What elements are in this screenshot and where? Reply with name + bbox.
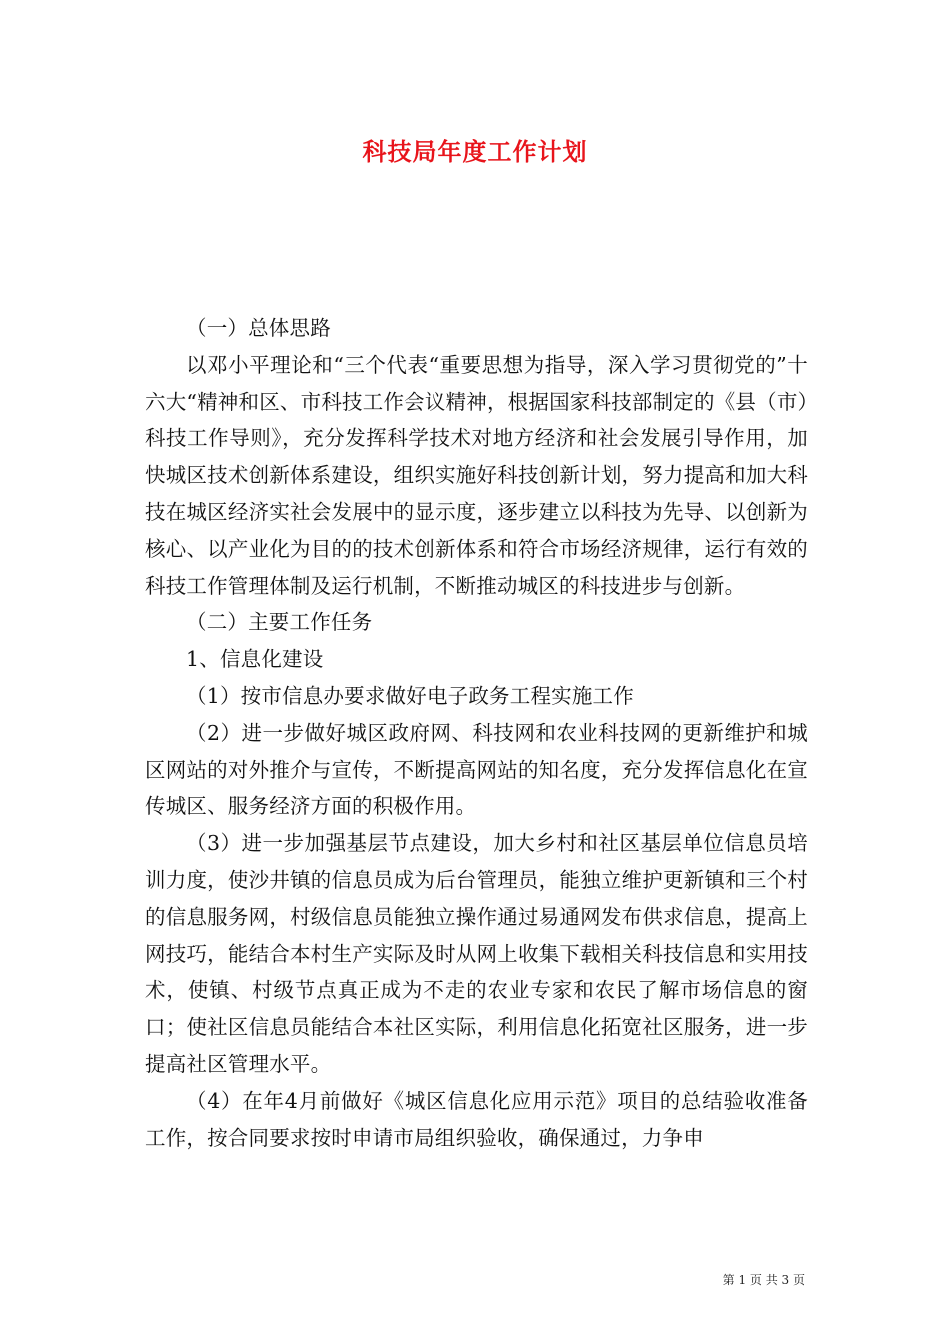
heading-main-tasks: （二）主要工作任务 [186,610,373,635]
document-title: 科技局年度工作计划 [362,137,588,166]
heading-overall-approach: （一）总体思路 [186,316,331,340]
task-item-1: （1）按市信息办要求做好电子政务工程实施工作 [186,683,634,708]
page-number-footer: 第 1 页 共 3 页 [722,1273,805,1287]
task-item-3: （3）进一步加强基层节点建设，加大乡村和社区基层单位信息员培训力度，使沙井镇的信息员成为后台管理员，能独立维护更新镇和三个村的信息服务网，村级信息员能独立操作通过易通网发布供求信息，提高上网技巧，能结合本村生产实际及时从网上收集下载相关科技信息和实用技术，使镇、村级节点真正成为不走的农业专家和农民了解市场信息的窗口；使社区信息员能结合本社区实际，利用信息化拓宽社区服务，进一步提高社区管理水平。 [145,831,808,1076]
heading-informatization: 1、信息化建设 [186,647,324,672]
paragraph-overall-approach: 以邓小平理论和“三个代表“重要思想为指导，深入学习贯彻党的”十六大“精神和区、市科技工作会议精神，根据国家科技部制定的《县（市）科技工作导则》，充分发挥科学技术对地方经济和社会发展引导作用，加快城区技术创新体系建设，组织实施好科技创新计划，努力提高和加大科技在城区经济实社会发展中的显示度，逐步建立以科技为先导、以创新为核心、以产业化为目的的技术创新体系和符合市场经济规律，运行有效的科技工作管理体制及运行机制，不断推动城区的科技进步与创新。 [145,352,808,598]
task-item-4: （4）在年4月前做好《城区信息化应用示范》项目的总结验收准备工作，按合同要求按时申请市局组织验收，确保通过，力争申 [145,1088,808,1150]
task-item-2: （2）进一步做好城区政府网、科技网和农业科技网的更新维护和城区网站的对外推介与宣传，不断提高网站的知名度，充分发挥信息化在宣传城区、服务经济方面的积极作用。 [145,720,808,819]
document-body [145,310,808,1156]
